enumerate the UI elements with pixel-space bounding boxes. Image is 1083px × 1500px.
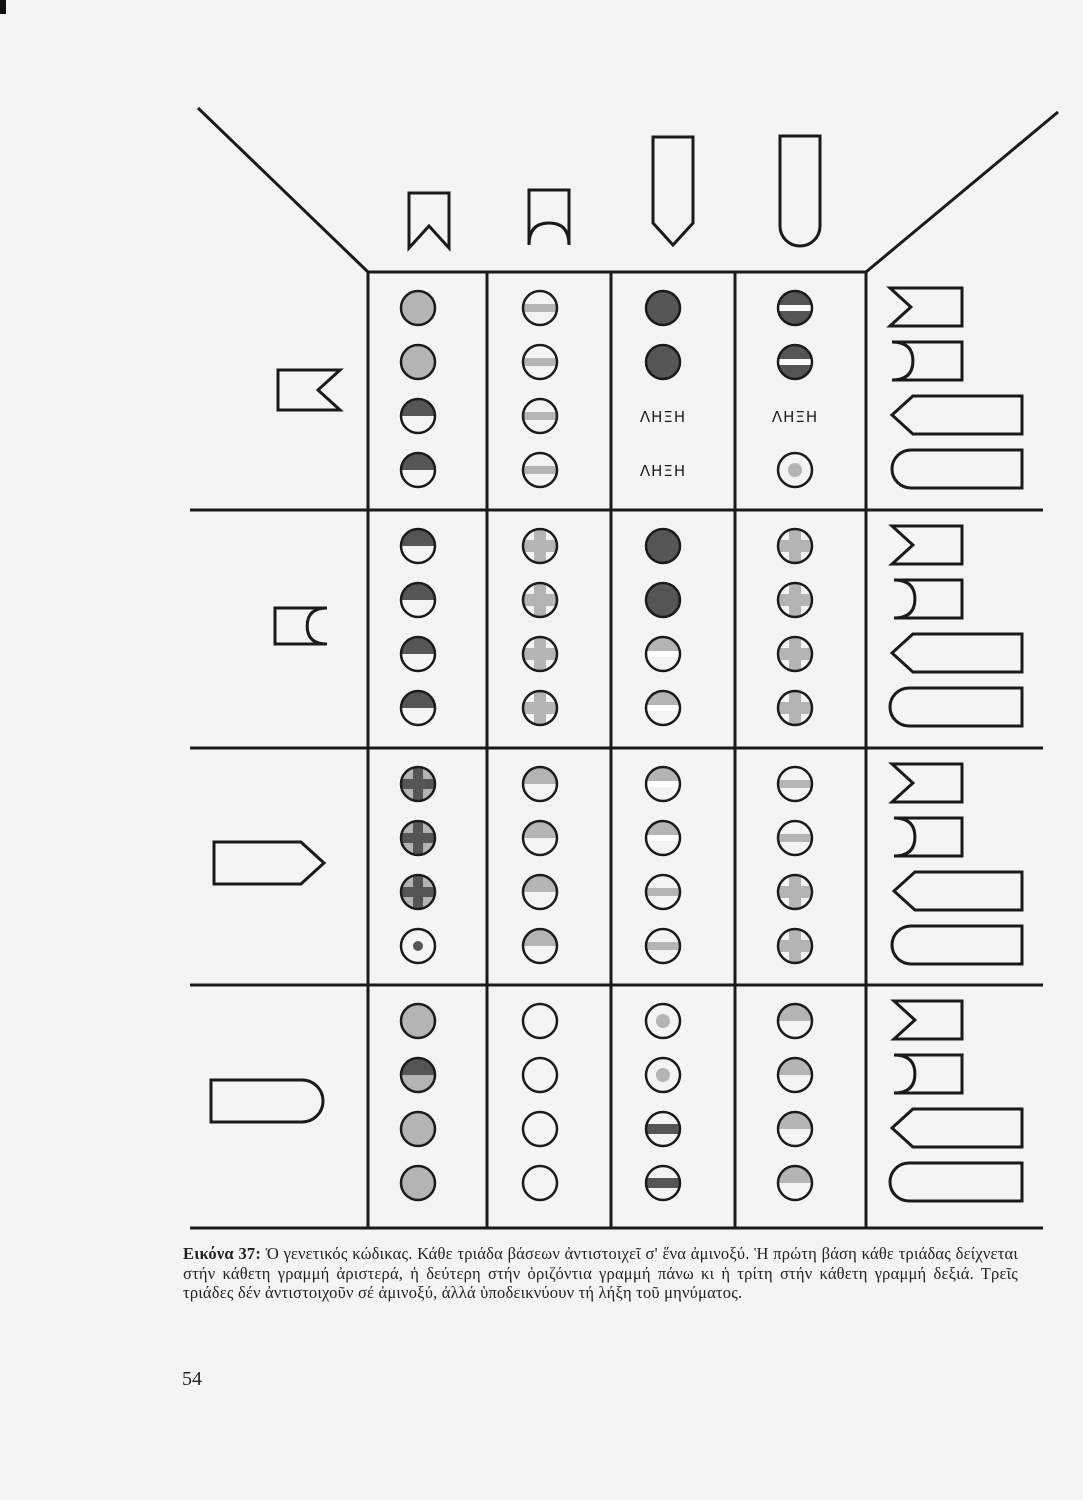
notch-shape (892, 526, 962, 564)
codon-dot (646, 1058, 680, 1092)
cup-shape (529, 190, 569, 245)
round-shape (890, 1163, 1022, 1201)
codon-bar (778, 767, 812, 801)
codon-half-dark (401, 529, 435, 563)
codon-dark (646, 529, 680, 563)
codon-dark (646, 583, 680, 617)
codon-bar (523, 345, 557, 379)
arrow-shape (892, 634, 1022, 672)
funnel-left-line (198, 108, 368, 272)
codon-light-dark (401, 1058, 435, 1092)
codon-dark-bar (778, 345, 812, 379)
codon-half-dark (401, 453, 435, 487)
codon-dot (778, 453, 812, 487)
arrow-shape (653, 137, 693, 245)
codon-stop (640, 462, 686, 480)
codon-stop (772, 408, 818, 426)
codon-dark-bar-light (646, 1166, 680, 1200)
codon-cross-dark (401, 767, 435, 801)
funnel-right-line (866, 112, 1058, 272)
codon-bar (523, 453, 557, 487)
notch-shape (894, 1001, 962, 1039)
codon-empty (523, 1058, 557, 1092)
round-shape (892, 926, 1022, 964)
arrow-shape (892, 396, 1022, 434)
codon-bar (646, 875, 680, 909)
codon-cross (778, 929, 812, 963)
codon-half-light (778, 1058, 812, 1092)
round-shape (892, 450, 1022, 488)
grid-frame (190, 108, 1058, 1228)
codon-half-bar (646, 767, 680, 801)
codon-cross (778, 691, 812, 725)
codon-dot (646, 1004, 680, 1038)
codon-bar (646, 929, 680, 963)
codon-empty (523, 1166, 557, 1200)
codon-half-bar (646, 821, 680, 855)
codon-half-light (778, 1112, 812, 1146)
codon-half-light (523, 767, 557, 801)
codon-half-bar (646, 637, 680, 671)
stop-label: ΛΗΞΗ (639, 408, 687, 426)
codon-cross-dark (401, 875, 435, 909)
codon-cross (523, 637, 557, 671)
caption-text: Ὁ γενετικός κώδικας. Κάθε τριάδα βάσεων ἀντιστοιχεῖ σ' ἕνα ἀμινοξύ. Ἡ πρώτη βάση κάθε τριάδας δείχνεται στήν κάθετη γραμμή ἀριστερά, ἡ δεύτερη στήν ὁριζόντια γραμμή πάνω κι ἡ τρίτη στήν κάθετη γραμμή δεξιά. Τρεῖς τριάδες δέν ἀντιστοιχοῦν σέ ἀμινοξύ, ἀλλά ὑποδεικνύουν τή λήξη τοῦ μηνύματος. (183, 1244, 1019, 1302)
notch-shape (278, 370, 340, 410)
codon-light (401, 345, 435, 379)
codon-half-light (523, 821, 557, 855)
codon-stop (640, 408, 686, 426)
codon-cross (523, 691, 557, 725)
codon-light (401, 1112, 435, 1146)
notch-shape (409, 193, 449, 248)
caption-label: Εικόνα 37: (183, 1244, 262, 1263)
codon-bar (523, 399, 557, 433)
figure-caption (183, 1244, 1018, 1303)
codon-cross (778, 875, 812, 909)
cup-shape (892, 342, 962, 380)
notch-shape (890, 288, 962, 326)
codon-dark (646, 345, 680, 379)
codon-bar (778, 821, 812, 855)
codon-cross (523, 583, 557, 617)
stop-label: ΛΗΞΗ (771, 408, 819, 426)
codon-half-dark (401, 583, 435, 617)
codon-half-bar (646, 691, 680, 725)
codon-half-dark (401, 637, 435, 671)
codon-cross (778, 529, 812, 563)
round-shape (890, 688, 1022, 726)
codon-half-light (778, 1004, 812, 1038)
stop-label: ΛΗΞΗ (639, 462, 687, 480)
codon-half-dark (401, 399, 435, 433)
codon-cross (778, 583, 812, 617)
round-shape (780, 136, 820, 246)
codon-dark-bar (778, 291, 812, 325)
codon-light (401, 1004, 435, 1038)
codon-light (401, 1166, 435, 1200)
cup-shape (894, 818, 962, 856)
codon-cross (523, 529, 557, 563)
base-symbols (211, 136, 1022, 1201)
page-number: 54 (182, 1368, 202, 1390)
codon-cross-dark (401, 821, 435, 855)
arrow-shape (892, 1109, 1022, 1147)
cup-shape (894, 1055, 962, 1093)
codon-empty (523, 1112, 557, 1146)
round-shape (211, 1080, 323, 1122)
arrow-shape (214, 842, 324, 884)
arrow-shape (894, 872, 1022, 910)
codon-half-dark (401, 691, 435, 725)
cup-shape (275, 608, 327, 644)
codon-cross (778, 637, 812, 671)
codon-light (401, 291, 435, 325)
codon-half-light (523, 875, 557, 909)
codon-bar (523, 291, 557, 325)
cup-shape (894, 580, 962, 618)
notch-shape (892, 764, 962, 802)
codon-dark (646, 291, 680, 325)
codon-dot-ring (401, 929, 435, 963)
codon-empty (523, 1004, 557, 1038)
codon-half-light (778, 1166, 812, 1200)
codon-half-light (523, 929, 557, 963)
codon-dark-bar-light (646, 1112, 680, 1146)
